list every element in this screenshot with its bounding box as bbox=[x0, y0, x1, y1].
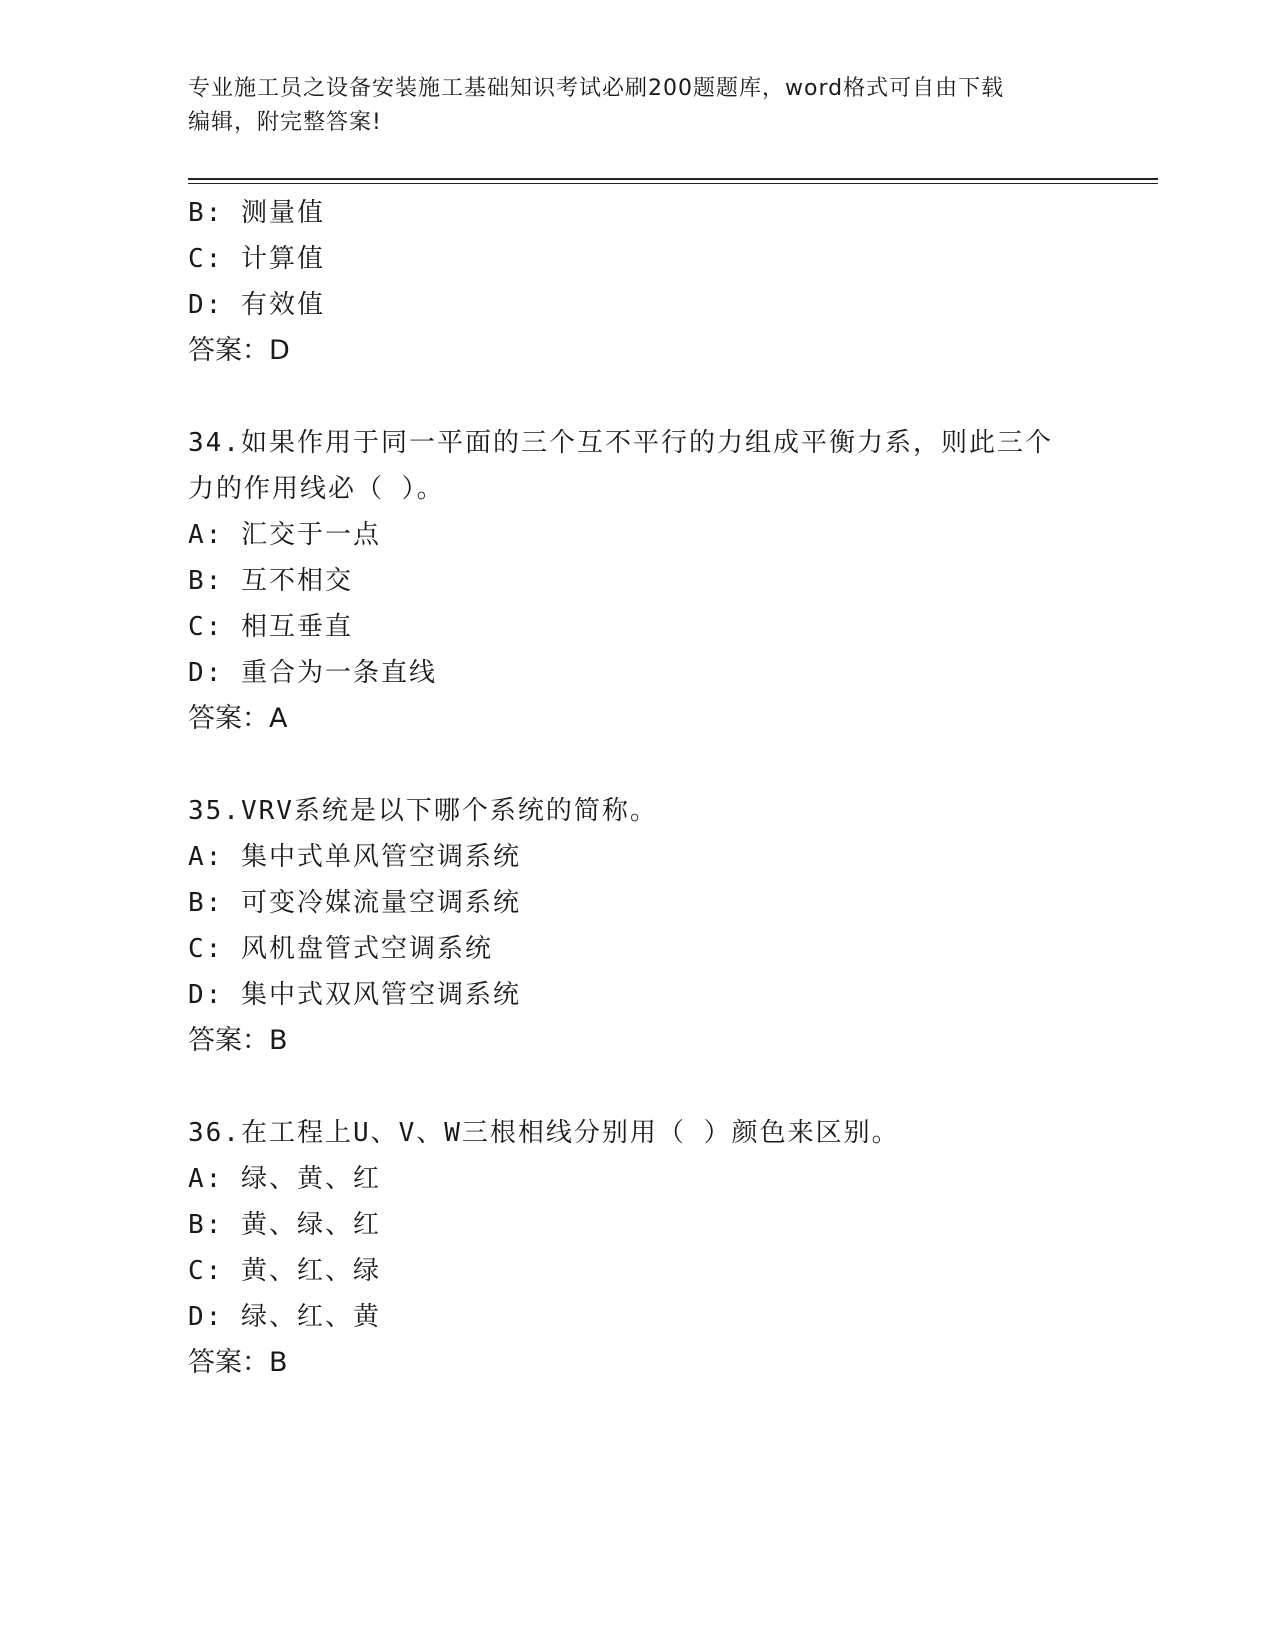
q34-option-a: A: 汇交于一点 bbox=[188, 520, 381, 550]
header-title-line-1: 专业施工员之设备安装施工基础知识考试必刷200题题库，word格式可自由下载 bbox=[188, 76, 1005, 101]
q33-option-d: D: 有效值 bbox=[188, 290, 325, 320]
q35-answer: 答案：B bbox=[188, 1025, 288, 1056]
q34-answer: 答案：A bbox=[188, 703, 288, 734]
question-spacer bbox=[188, 742, 1158, 788]
q34-stem-line-1: 34.如果作用于同一平面的三个互不平行的力组成平衡力系，则此三个 bbox=[188, 428, 1053, 458]
q33-answer: 答案：D bbox=[188, 335, 290, 366]
q35-option-c: C: 风机盘管式空调系统 bbox=[188, 934, 493, 964]
q36-answer: 答案：B bbox=[188, 1347, 288, 1378]
document-header bbox=[188, 72, 1088, 140]
q35-stem-line-1: 35.VRV系统是以下哪个系统的简称。 bbox=[188, 796, 658, 826]
question-35 bbox=[188, 788, 1158, 1064]
q34-option-b: B: 互不相交 bbox=[188, 566, 353, 596]
q35-option-b: B: 可变冷媒流量空调系统 bbox=[188, 888, 521, 918]
header-rule-thin bbox=[188, 183, 1158, 184]
question-spacer bbox=[188, 1064, 1158, 1110]
header-rule-thick bbox=[188, 178, 1158, 180]
question-spacer bbox=[188, 374, 1158, 420]
q35-option-d: D: 集中式双风管空调系统 bbox=[188, 980, 521, 1010]
q36-option-d: D: 绿、红、黄 bbox=[188, 1302, 381, 1332]
q34-option-c: C: 相互垂直 bbox=[188, 612, 353, 642]
q36-stem-line-1: 36.在工程上U、V、W三根相线分别用（ ）颜色来区别。 bbox=[188, 1118, 900, 1148]
question-36 bbox=[188, 1110, 1158, 1386]
q33-option-b: B: 测量值 bbox=[188, 198, 325, 228]
question-33 bbox=[188, 190, 1158, 374]
q36-option-b: B: 黄、绿、红 bbox=[188, 1210, 381, 1240]
q36-option-c: C: 黄、红、绿 bbox=[188, 1256, 381, 1286]
q35-option-a: A: 集中式单风管空调系统 bbox=[188, 842, 521, 872]
q36-option-a: A: 绿、黄、红 bbox=[188, 1164, 381, 1194]
q34-option-d: D: 重合为一条直线 bbox=[188, 658, 437, 688]
question-34 bbox=[188, 420, 1158, 742]
q34-stem-line-2: 力的作用线必（ ）。 bbox=[188, 474, 445, 504]
q33-option-c: C: 计算值 bbox=[188, 244, 325, 274]
question-list bbox=[188, 190, 1158, 1386]
header-title-line-2: 编辑，附完整答案! bbox=[188, 110, 382, 135]
